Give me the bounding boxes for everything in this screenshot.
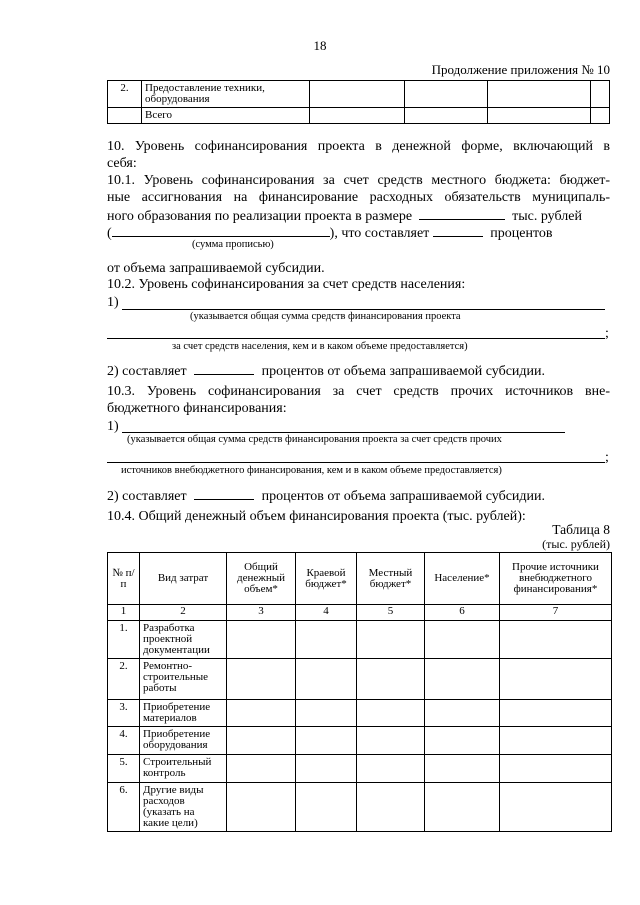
top-table: [107, 80, 610, 124]
percent-text: процентов: [490, 226, 553, 241]
row-name: Всего: [142, 108, 310, 124]
table-caption: Таблица 8: [552, 522, 610, 537]
col-index: 4: [296, 605, 357, 621]
s101-text: ), что составляет: [329, 226, 430, 241]
s101-text: ного образования по реализации проекта в размере: [107, 209, 413, 224]
s102-title: 10.2. Уровень софинансирования за счет средств населения:: [107, 277, 466, 292]
s102-item1-label: 1): [107, 295, 119, 310]
col-index: 2: [140, 605, 227, 621]
index-row: [108, 605, 612, 621]
row-number: [108, 108, 142, 124]
empty-cell[interactable]: [227, 755, 296, 783]
table-row: [108, 783, 612, 832]
empty-cell[interactable]: [500, 621, 612, 659]
table-row: [108, 755, 612, 783]
empty-cell[interactable]: [488, 81, 591, 108]
empty-cell[interactable]: [357, 659, 425, 700]
appendix-continuation: Продолжение приложения № 10: [431, 62, 610, 77]
col-index: 1: [108, 605, 140, 621]
col-header-local: Местный бюджет*: [357, 553, 425, 605]
s102-item2: [107, 361, 545, 380]
empty-cell[interactable]: [227, 659, 296, 700]
s102-caption2: за счет средств населения, кем и в каком объеме предоставляется): [172, 341, 468, 352]
s104-title: 10.4. Общий денежный объем финансирования проекта (тыс. рублей):: [107, 509, 526, 524]
empty-cell[interactable]: [227, 621, 296, 659]
row-number: 3.: [108, 700, 140, 727]
col-index: 6: [425, 605, 500, 621]
open-paren: (: [107, 226, 112, 241]
empty-cell[interactable]: [310, 81, 405, 108]
s103-item2-text: процентов от объема запрашиваемой субсидии.: [261, 489, 546, 504]
section-10-title-line2: себя:: [107, 156, 137, 171]
empty-cell[interactable]: [357, 621, 425, 659]
empty-cell[interactable]: [357, 727, 425, 755]
row-name: Приобретение оборудования: [140, 727, 227, 755]
col-index: 7: [500, 605, 612, 621]
row-name: Приобретение материалов: [140, 700, 227, 727]
row-name: Предоставление техники, оборудования: [142, 81, 310, 108]
empty-cell[interactable]: [227, 727, 296, 755]
row-name: Другие виды расходов (указать на какие цели): [140, 783, 227, 832]
empty-cell[interactable]: [425, 783, 500, 832]
s101-line1: 10.1. Уровень софинансирования за счет средств местного бюджета: бюджет-: [107, 173, 610, 188]
empty-cell[interactable]: [425, 700, 500, 727]
table-row: [108, 108, 610, 124]
s102-item2-text: процентов от объема запрашиваемой субсидии.: [261, 364, 546, 379]
empty-cell[interactable]: [296, 621, 357, 659]
row-number: 5.: [108, 755, 140, 783]
amount-blank[interactable]: [419, 206, 505, 220]
page-number: 18: [313, 38, 327, 53]
table-row: [108, 700, 612, 727]
s101-line5: от объема запрашиваемой субсидии.: [107, 261, 325, 276]
semicolon: ;: [605, 326, 609, 341]
s101-line2: ные ассигнования на финансирование расходных обязательств муниципаль-: [107, 190, 610, 205]
table-row: [108, 81, 610, 108]
table-8: [107, 552, 612, 832]
col-header-population: Население*: [425, 553, 500, 605]
empty-cell[interactable]: [310, 108, 405, 124]
sum-in-words-caption: (сумма прописью): [192, 239, 274, 250]
s102-item1-blank2[interactable]: [107, 338, 605, 339]
row-number: 2.: [108, 81, 142, 108]
empty-cell[interactable]: [488, 108, 591, 124]
empty-cell[interactable]: [425, 755, 500, 783]
empty-cell[interactable]: [296, 755, 357, 783]
empty-cell[interactable]: [296, 659, 357, 700]
empty-cell[interactable]: [500, 783, 612, 832]
empty-cell[interactable]: [296, 700, 357, 727]
empty-cell[interactable]: [405, 81, 488, 108]
empty-cell[interactable]: [591, 81, 610, 108]
empty-cell[interactable]: [227, 783, 296, 832]
empty-cell[interactable]: [591, 108, 610, 124]
table-row: [108, 659, 612, 700]
s103-item2-text: 2) составляет: [107, 489, 187, 504]
table8-caption: [542, 522, 610, 552]
empty-cell[interactable]: [357, 783, 425, 832]
empty-cell[interactable]: [405, 108, 488, 124]
empty-cell[interactable]: [357, 700, 425, 727]
header-row: [108, 553, 612, 605]
table-row: [108, 621, 612, 659]
col-header-regional: Краевой бюджет*: [296, 553, 357, 605]
empty-cell[interactable]: [296, 727, 357, 755]
row-name: Разработка проектной документации: [140, 621, 227, 659]
row-number: 1.: [108, 621, 140, 659]
s102-item1-blank[interactable]: [122, 309, 605, 310]
s102-caption1: (указывается общая сумма средств финансирования проекта: [190, 311, 461, 322]
col-header-total: Общий денежный объем*: [227, 553, 296, 605]
s103-item2: [107, 486, 545, 505]
s103-item1-blank[interactable]: [122, 432, 565, 433]
empty-cell[interactable]: [227, 700, 296, 727]
s102-item2-text: 2) составляет: [107, 364, 187, 379]
s103-line2: бюджетного финансирования:: [107, 401, 287, 416]
col-header-other: Прочие источники внебюджетного финансирования*: [500, 553, 612, 605]
col-index: 3: [227, 605, 296, 621]
s103-item1-label: 1): [107, 419, 119, 434]
empty-cell[interactable]: [500, 727, 612, 755]
row-name: Ремонтно-строительные работы: [140, 659, 227, 700]
empty-cell[interactable]: [425, 727, 500, 755]
semicolon: ;: [605, 450, 609, 465]
row-number: 6.: [108, 783, 140, 832]
amount-in-words-blank[interactable]: [112, 223, 330, 237]
table-row: [108, 727, 612, 755]
col-index: 5: [357, 605, 425, 621]
empty-cell[interactable]: [500, 700, 612, 727]
empty-cell[interactable]: [500, 659, 612, 700]
percent-blank[interactable]: [433, 223, 483, 237]
s103-caption2: источников внебюджетного финансирования, кем и в каком объеме предоставляется): [121, 465, 502, 476]
unit-text: тыс. рублей: [512, 209, 582, 224]
percent-blank[interactable]: [194, 486, 254, 500]
row-number: 2.: [108, 659, 140, 700]
empty-cell[interactable]: [425, 621, 500, 659]
s101-line4: [107, 223, 553, 242]
empty-cell[interactable]: [296, 783, 357, 832]
row-number: 4.: [108, 727, 140, 755]
percent-blank[interactable]: [194, 361, 254, 375]
s103-caption1: (указывается общая сумма средств финансирования проекта за счет средств прочих: [127, 434, 502, 445]
empty-cell[interactable]: [500, 755, 612, 783]
col-header-cost-type: Вид затрат: [140, 553, 227, 605]
col-header-num: № п/п: [108, 553, 140, 605]
table-unit: (тыс. рублей): [542, 537, 610, 551]
empty-cell[interactable]: [357, 755, 425, 783]
row-name: Строительный контроль: [140, 755, 227, 783]
s103-line1: 10.3. Уровень софинансирования за счет средств прочих источников вне-: [107, 384, 610, 399]
s103-item1-blank2[interactable]: [107, 462, 605, 463]
section-10-title-line1: 10. Уровень софинансирования проекта в денежной форме, включающий в: [107, 139, 610, 154]
empty-cell[interactable]: [425, 659, 500, 700]
